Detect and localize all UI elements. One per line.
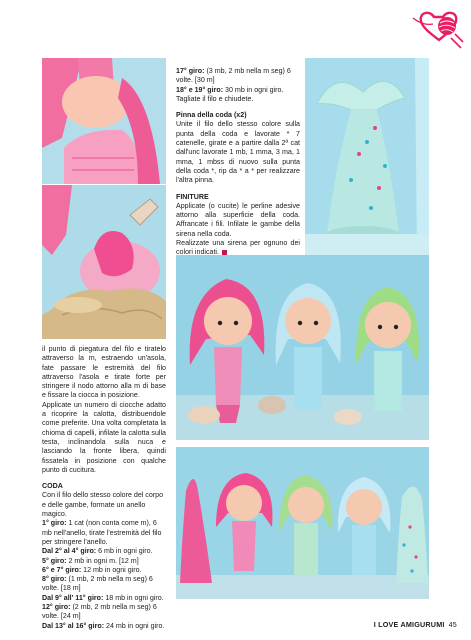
finish-text: Applicate (o cucite) le perline adesive attorno alla superficie della coda. Affrancate i fili. Infilate le gambe della sirena nella coda. xyxy=(176,201,300,238)
page-footer xyxy=(374,620,457,629)
round-line: 1° giro: 1 cat (non conta come m), 6 mb nell'anello, tirate l'estremità del filo per stringere l'anello. xyxy=(42,519,162,546)
round-line: Tagliate il filo e chiudete. xyxy=(176,94,254,103)
photo-three-mermaids xyxy=(176,255,429,440)
tail-intro: Con il filo dello stesso colore del corpo e delle gambe, formate un anello magico. xyxy=(42,491,164,519)
round-line: 17° giro: (3 mb, 2 mb nella m seg) 6 volte. [30 m] xyxy=(176,67,291,85)
round-line: Dal 13° al 16° giro: 24 mb in ogni giro. xyxy=(42,621,165,630)
hair-paragraph-2: Applicate un numero di ciocche adatto a ricoprire la calotta, distribuendole come preferite. Una volta completata la chioma di capelli, infilate la calotta sulla testa, inclinandola sulla nuca e lasciando la fronte libera, quindi fissatela in posizione con qualche punto di cucitura. xyxy=(42,400,166,474)
hair-paragraph-1: il punto di piegatura del filo e tiratelo attraverso la m, estraendo un'asola, fate passare le estremità del filo attraverso l'asola e tirate forte per stringere il nodo attorno alla m di base e fissare la ciocca in posizione. xyxy=(42,345,166,400)
round-line: 8° giro: (1 mb, 2 mb nella m seg) 6 volte. [18 m] xyxy=(42,575,153,593)
photo-pink-hair-bottle xyxy=(42,185,166,339)
photo-mint-tail xyxy=(305,58,429,255)
round-line: 12° giro: (2 mb, 2 mb nella m seg) 6 volte. [24 m] xyxy=(42,603,157,621)
page-number: 45 xyxy=(448,620,457,629)
photo-mermaids-with-tails xyxy=(176,447,429,599)
magazine-name: I LOVE AMIGURUMI xyxy=(373,620,445,629)
round-line: Dal 9° all' 11° giro: 18 mb in ogni giro. xyxy=(42,593,164,602)
finish-text-2: Realizzate una sirena per ognuno dei colori indicati. xyxy=(176,239,300,257)
square-end-mark-icon xyxy=(222,250,227,255)
top-right-text-column xyxy=(176,67,300,258)
left-text-column xyxy=(42,345,166,631)
yarn-heart-logo-icon xyxy=(403,4,465,58)
photo-pink-mermaid-closeup xyxy=(42,58,166,184)
round-line: 18° e 19° giro: 30 mb in ogni giro. xyxy=(176,85,284,94)
round-line: 6° e 7° giro: 12 mb in ogni giro. xyxy=(42,565,142,574)
round-line: Dal 2° al 4° giro: 6 mb in ogni giro. xyxy=(42,547,153,556)
fins-heading: Pinna della coda (x2) xyxy=(176,111,247,120)
tail-heading: CODA xyxy=(42,482,63,491)
fins-text: Unite il filo dello stesso colore sulla punta della coda e lavorate * 7 catenelle, girate e a partire dalla 2ª cat dall'unc lavorate 1 mb, 1 mma, 3 ma, 1 mma, 1 mbss di nuovo sulla punta della coda *, rip da * a * per realizzare l'altra pinna. xyxy=(176,120,300,185)
finish-heading: FINITURE xyxy=(176,192,209,201)
round-line: 5° giro: 2 mb in ogni m. [12 m] xyxy=(42,556,139,565)
